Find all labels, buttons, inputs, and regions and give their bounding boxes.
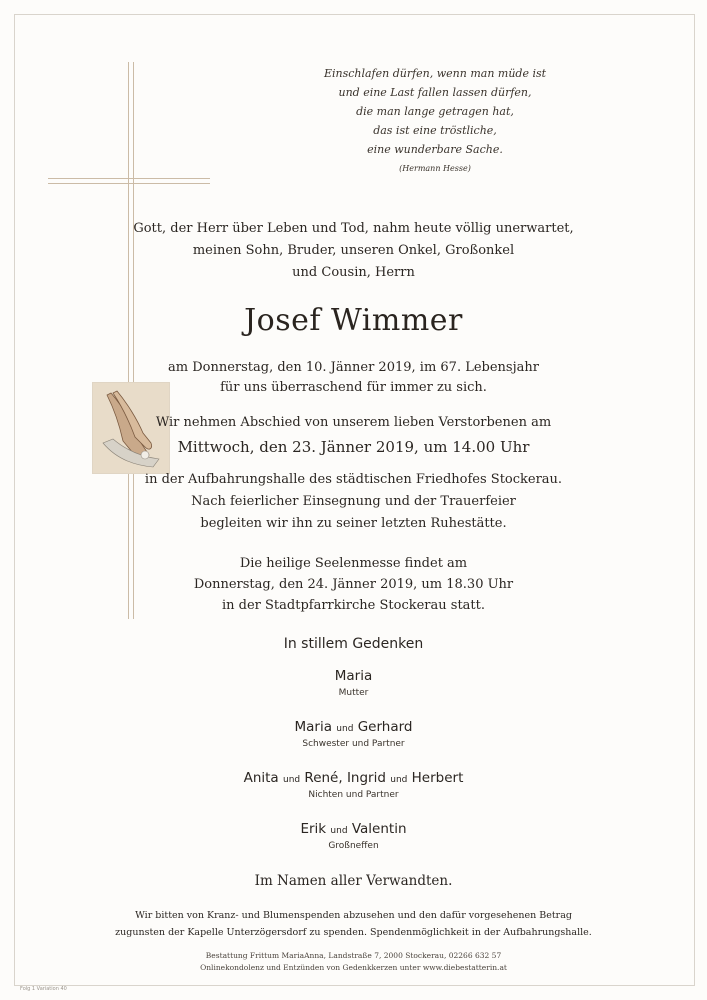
cross-line (48, 178, 210, 179)
cross-line (133, 62, 134, 619)
intro-line: meinen Sohn, Bruder, unseren Onkel, Großonkel (192, 243, 515, 258)
quote-line: das ist eine tröstliche, (373, 124, 497, 137)
intro-line: und Cousin, Herrn (292, 265, 415, 280)
mass-text (0, 553, 707, 616)
donation-note (0, 907, 707, 941)
death-line: für uns überraschend für immer zu sich. (220, 380, 487, 395)
death-line: am Donnerstag, den 10. Jänner 2019, im 67. Lebensjahr (168, 360, 539, 375)
closing-line: Im Namen aller Verwandten. (254, 873, 453, 889)
funeral-place (0, 469, 707, 535)
funeral-date: Mittwoch, den 23. Jänner 2019, um 14.00 Uhr (177, 438, 530, 456)
donation-line: zugunsten der Kapelle Unterzögersdorf zu spenden. Spendenmöglichkeit in der Aufbahrungshalle. (115, 927, 592, 938)
funeral-line: begleiten wir ihn zu seiner letzten Ruhestätte. (200, 516, 507, 531)
quote-line: die man lange getragen hat, (356, 105, 514, 118)
mourner-names: Maria (334, 668, 373, 684)
mourner-entry (0, 719, 707, 749)
print-reference: Folg 1 Variation 40 (20, 986, 67, 992)
deceased-name: Josef Wimmer (244, 303, 463, 338)
quote-line: eine wunderbare Sache. (367, 143, 503, 156)
quote-line: Einschlafen dürfen, wenn man müde ist (323, 67, 547, 80)
mourner-relation: Schwester und Partner (302, 739, 405, 749)
mourner-names: Maria und Gerhard (294, 719, 413, 735)
mass-line: Donnerstag, den 24. Jänner 2019, um 18.30 Uhr (193, 577, 514, 592)
mourner-entry (0, 821, 707, 851)
mourner-names: Anita und René, Ingrid und Herbert (243, 770, 464, 786)
funeral-line: Nach feierlicher Einsegnung und der Trauerfeier (191, 494, 516, 509)
cross-line (48, 183, 210, 184)
death-text (0, 358, 707, 398)
mourner-names: Erik und Valentin (300, 821, 407, 837)
mass-line: in der Stadtpfarrkirche Stockerau statt. (222, 598, 485, 613)
undertaker-line: Onlinekondolenz und Entzünden von Gedenkkerzen unter www.diebestatterin.at (200, 963, 507, 972)
quote-author: (Hermann Hesse) (399, 164, 471, 173)
funeral-line: in der Aufbahrungshalle des städtischen Friedhofes Stockerau. (144, 472, 563, 487)
intro-text (0, 218, 707, 284)
mourner-relation: Mutter (338, 688, 369, 698)
donation-line: Wir bitten von Kranz- und Blumenspenden abzusehen und den dafür vorgesehenen Betrag (135, 910, 572, 921)
undertaker-info (0, 950, 707, 974)
cross-line (128, 62, 129, 619)
mass-line: Die heilige Seelenmesse findet am (239, 556, 468, 571)
quote (270, 64, 600, 178)
farewell-intro: Wir nehmen Abschied von unserem lieben Verstorbenen am (155, 415, 552, 430)
mourner-entry (0, 668, 707, 698)
undertaker-line: Bestattung Frittum MariaAnna, Landstraße 7, 2000 Stockerau, 02266 632 57 (205, 951, 502, 960)
in-memory-heading: In stillem Gedenken (283, 636, 424, 652)
mourner-entry (0, 770, 707, 800)
quote-line: und eine Last fallen lassen dürfen, (338, 86, 532, 99)
mourner-relation: Nichten und Partner (308, 790, 399, 800)
mourner-relation: Großneffen (328, 841, 379, 851)
intro-line: Gott, der Herr über Leben und Tod, nahm heute völlig unerwartet, (133, 221, 574, 236)
